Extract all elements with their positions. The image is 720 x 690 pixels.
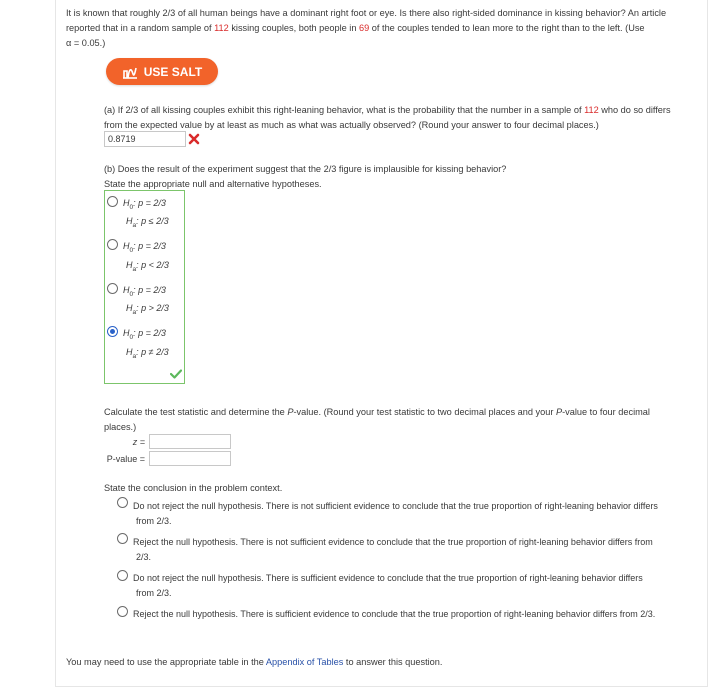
conclusion-option-1-text: Do not reject the null hypothesis. There is not sufficient evidence to conclude that the true proportion of right-leaning behavior differs from 2/3.: [133, 501, 658, 526]
conclusion-heading: State the conclusion in the problem context.: [104, 483, 283, 493]
part-b-instruction: State the appropriate null and alternative hypotheses.: [104, 179, 322, 189]
z-label: z =: [132, 437, 145, 447]
alpha-text: α = 0.05.): [66, 38, 106, 48]
part-a-sample-size: 112: [584, 105, 599, 115]
part-a-text-2: who do so differs from the expected value by at least as much as what was actually observed? (Round your answer to four decimal places.): [104, 105, 671, 130]
conclusion-option-2-radio[interactable]: [117, 533, 128, 544]
conclusion-option-4-radio[interactable]: [117, 606, 128, 617]
count-value: 69: [359, 23, 370, 33]
hypothesis-option-4-radio[interactable]: [107, 326, 118, 337]
hypothesis-option-1-ha: $H_a$: p ≤ 2/3: [126, 216, 169, 229]
p-value-label: P-value =: [106, 454, 145, 464]
appendix-of-tables-link[interactable]: Appendix of Tables: [265, 657, 344, 667]
hypothesis-option-1-h0: $H_0$: p = 2/3: [123, 198, 166, 211]
hypothesis-option-3-radio[interactable]: [107, 283, 118, 294]
part-a-answer-input[interactable]: 0.8719: [104, 131, 186, 147]
hypothesis-option-4-ha: $H_a$: p ≠ 2/3: [126, 347, 169, 360]
part-b-question-text: (b) Does the result of the experiment suggest that the 2/3 figure is implausible for kissing behavior?: [104, 164, 507, 174]
p-value-input[interactable]: [149, 451, 231, 466]
part-a-question: [104, 103, 674, 133]
hypothesis-option-4-h0: $H_0$: p = 2/3: [123, 328, 166, 341]
hypothesis-option-2-ha: $H_a$: p < 2/3: [126, 260, 169, 273]
part-b-question: [104, 162, 664, 192]
footer-note: You may need to use the appropriate table in the Appendix of Tables to answer this question.: [66, 657, 443, 667]
sample-size-value: 112: [214, 23, 229, 33]
conclusion-option-3-text: Do not reject the null hypothesis. There is sufficient evidence to conclude that the true proportion of right-leaning behavior differs from 2/3.: [133, 573, 643, 598]
z-input[interactable]: [149, 434, 231, 449]
hypothesis-option-2-radio[interactable]: [107, 239, 118, 250]
hypothesis-option-3-h0: $H_0$: p = 2/3: [123, 285, 166, 298]
hypothesis-option-1-radio[interactable]: [107, 196, 118, 207]
conclusion-option-4-text: Reject the null hypothesis. There is sufficient evidence to conclude that the true proportion of right-leaning behavior differs from 2/3.: [133, 609, 656, 619]
conclusion-option-3-radio[interactable]: [117, 570, 128, 581]
problem-statement: [66, 6, 702, 51]
conclusion-option-1-radio[interactable]: [117, 497, 128, 508]
intro-text-1: It is known that roughly 2/3 of all human beings have a dominant right foot or eye. Is there also right-sided dominance in kissing behavior? An article reported that in a random sample of: [66, 8, 667, 33]
intro-text-2: kissing couples, both people in: [228, 23, 360, 33]
salt-icon: [122, 65, 138, 79]
test-statistic-instructions: Calculate the test statistic and determine the P-value. (Round your test statistic to two decimal places and your P-value to four decimal places.): [104, 407, 650, 432]
intro-text-3: of the couples tended to lean more to the right than to the left. (Use: [369, 23, 645, 33]
part-a-text-1: (a) If 2/3 of all kissing couples exhibit this right-leaning behavior, what is the probability that the number in a sample of: [104, 105, 585, 115]
use-salt-label: USE SALT: [143, 64, 203, 79]
correct-check-icon: [170, 369, 182, 379]
conclusion-option-2-text: Reject the null hypothesis. There is not sufficient evidence to conclude that the true proportion of right-leaning behavior differs from 2/3.: [133, 537, 653, 562]
hypothesis-option-3-ha: $H_a$: p > 2/3: [126, 303, 169, 316]
hypothesis-option-2-h0: $H_0$: p = 2/3: [123, 241, 166, 254]
use-salt-button[interactable]: [106, 58, 218, 85]
incorrect-x-icon: [188, 133, 200, 145]
